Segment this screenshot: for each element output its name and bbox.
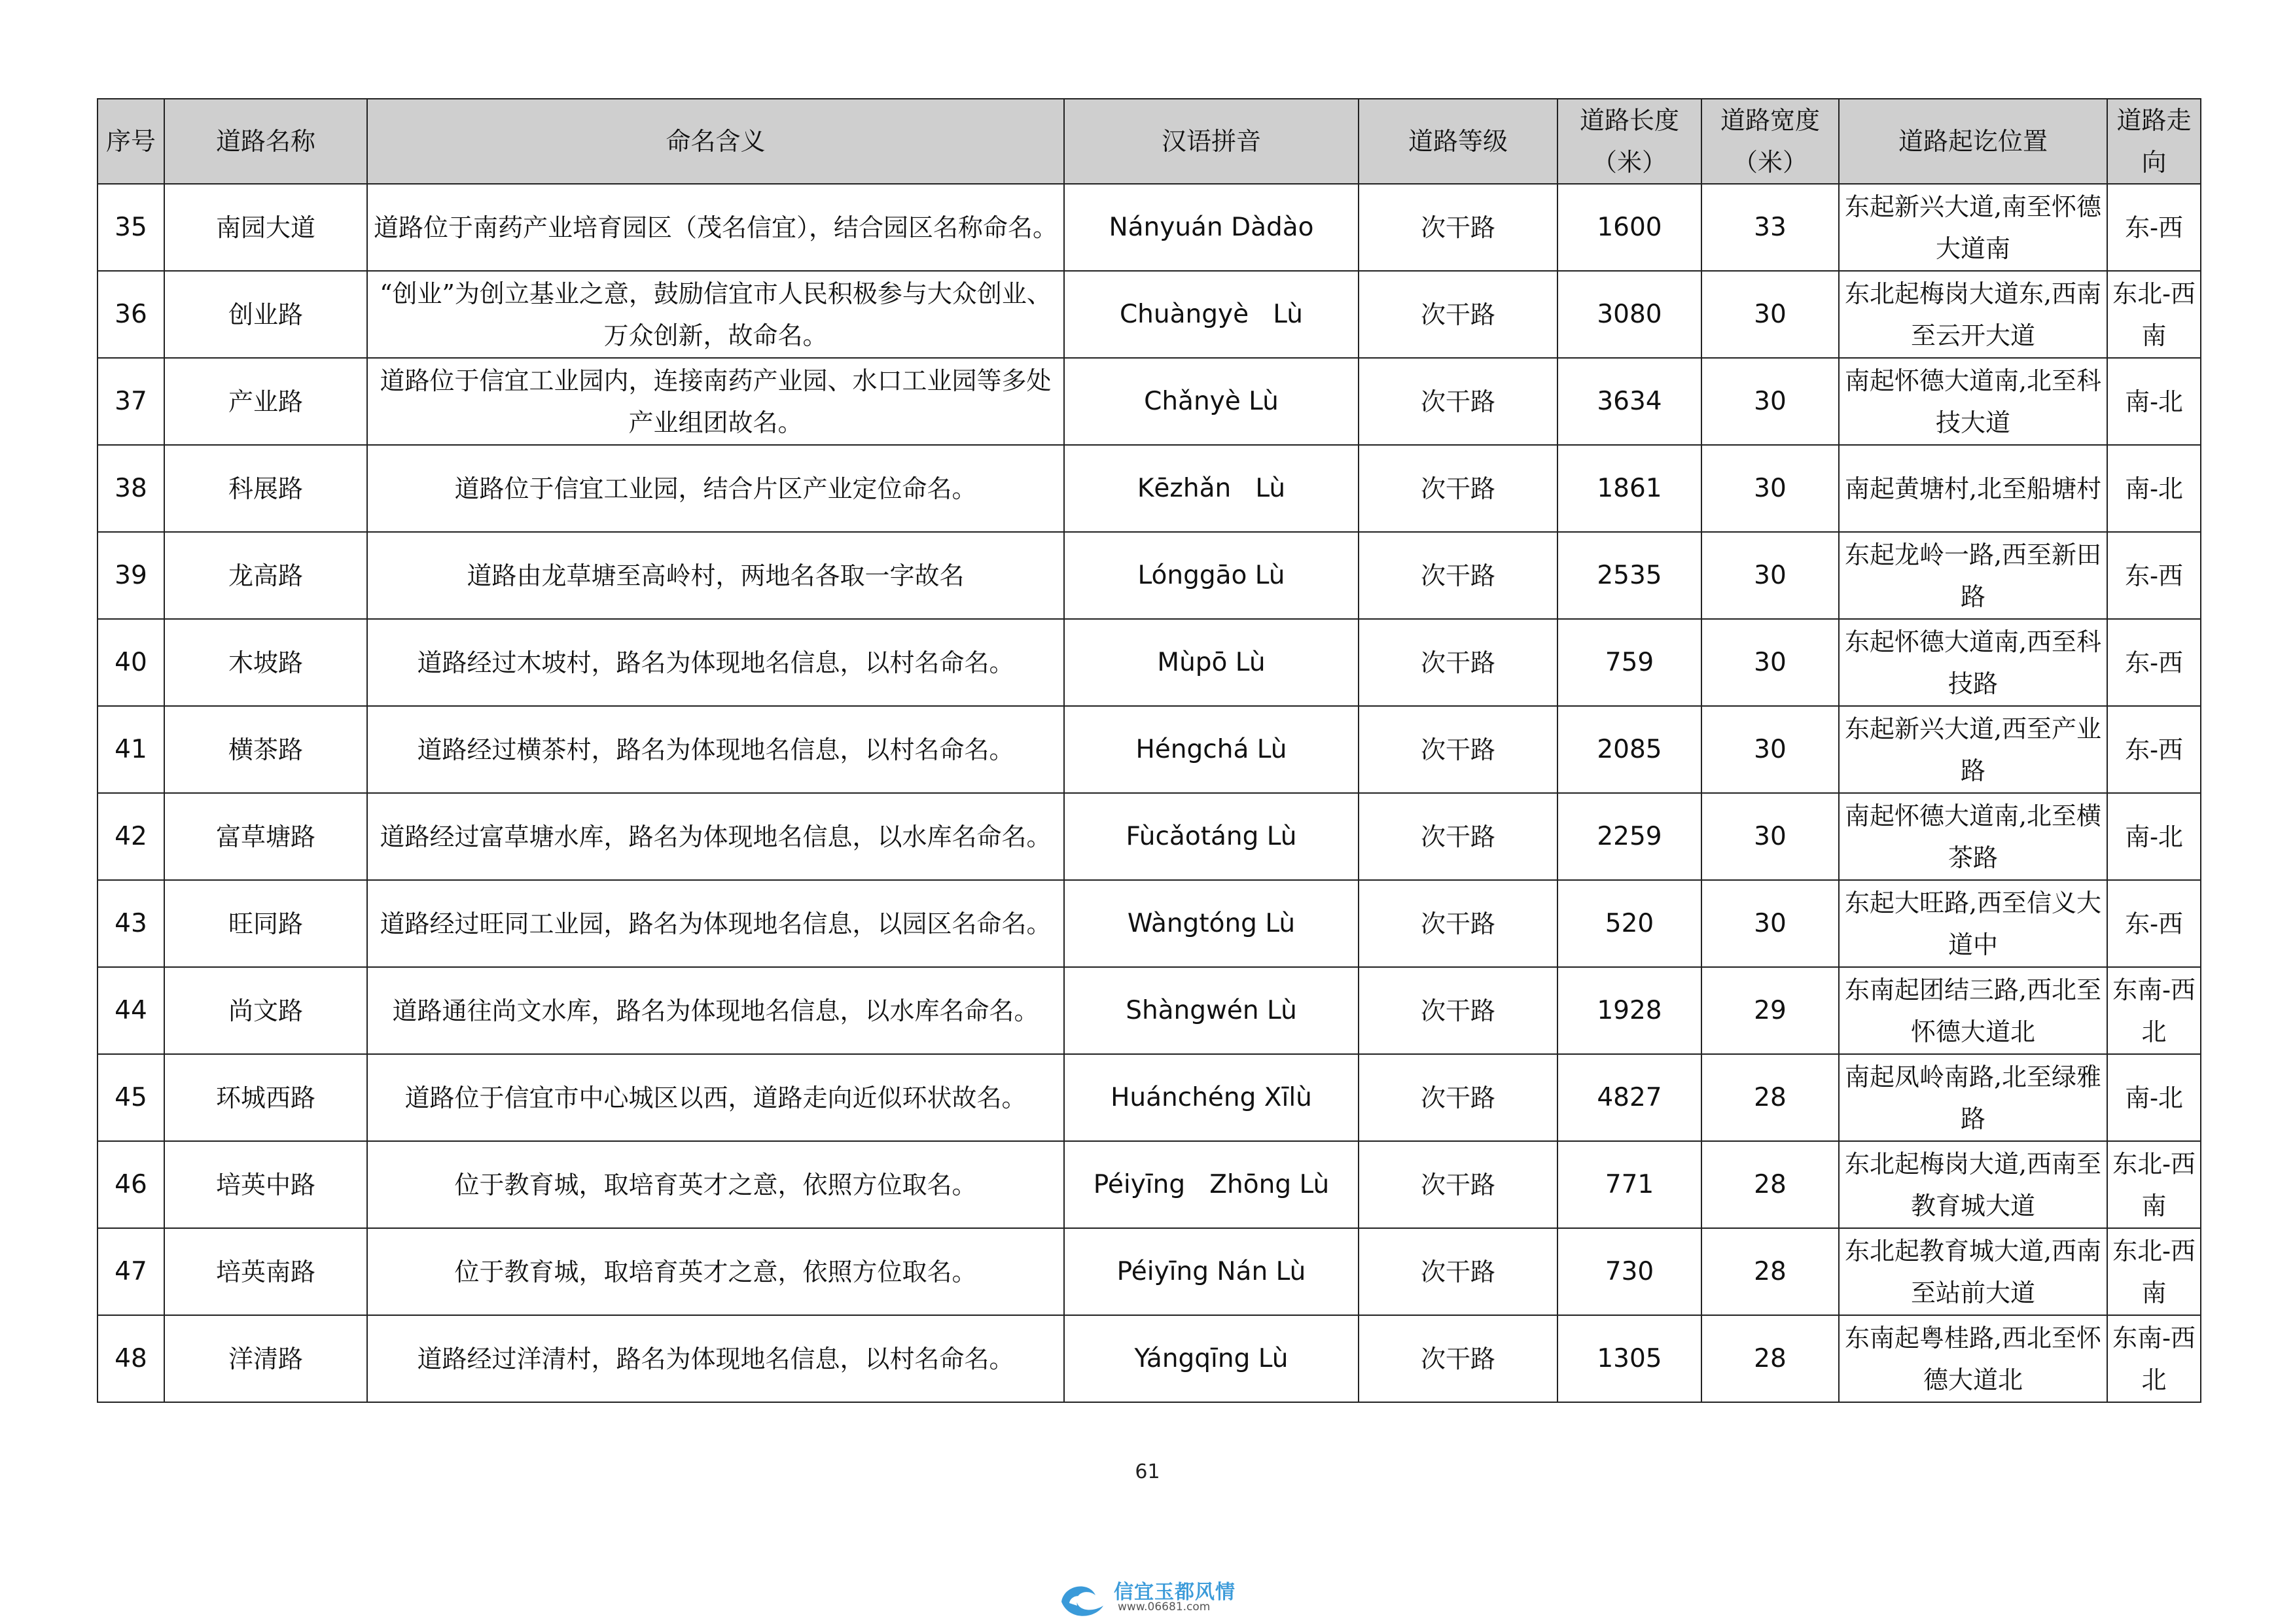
- cell-seq: 47: [98, 1228, 164, 1315]
- header-meaning: 命名含义: [367, 99, 1064, 184]
- cell-seq: 44: [98, 967, 164, 1054]
- header-length: 道路长度（米）: [1557, 99, 1701, 184]
- cell-direction: 东-西: [2107, 880, 2201, 967]
- cell-road-name: 创业路: [164, 271, 367, 358]
- table-row: [98, 706, 2201, 793]
- watermark-logo: [1055, 1576, 1251, 1623]
- cell-length: 4827: [1557, 1054, 1701, 1141]
- cell-length: 771: [1557, 1141, 1701, 1228]
- cell-location: 东南起团结三路,西北至怀德大道北: [1839, 967, 2107, 1054]
- cell-location: 东北起教育城大道,西南至站前大道: [1839, 1228, 2107, 1315]
- cell-grade: 次干路: [1359, 1228, 1557, 1315]
- header-pinyin: 汉语拼音: [1064, 99, 1359, 184]
- cell-grade: 次干路: [1359, 967, 1557, 1054]
- cell-direction: 南-北: [2107, 358, 2201, 445]
- cell-seq: 35: [98, 184, 164, 271]
- table-row: [98, 184, 2201, 271]
- cell-grade: 次干路: [1359, 358, 1557, 445]
- cell-direction: 南-北: [2107, 793, 2201, 880]
- cell-width: 30: [1701, 880, 1839, 967]
- cell-road-name: 横茶路: [164, 706, 367, 793]
- cell-seq: 48: [98, 1315, 164, 1402]
- cell-location: 南起怀德大道南,北至横茶路: [1839, 793, 2107, 880]
- cell-grade: 次干路: [1359, 1054, 1557, 1141]
- road-table-container: [97, 98, 2201, 1403]
- header-grade: 道路等级: [1359, 99, 1557, 184]
- cell-meaning: 道路位于信宜工业园内，连接南药产业园、水口工业园等多处产业组团故名。: [367, 358, 1064, 445]
- cell-pinyin: Kēzhǎn Lù: [1064, 445, 1359, 532]
- cell-grade: 次干路: [1359, 1141, 1557, 1228]
- cell-location: 东起怀德大道南,西至科技路: [1839, 619, 2107, 706]
- cell-direction: 东-西: [2107, 706, 2201, 793]
- cell-pinyin: Chuàngyè Lù: [1064, 271, 1359, 358]
- cell-width: 30: [1701, 358, 1839, 445]
- cell-width: 28: [1701, 1054, 1839, 1141]
- cell-seq: 41: [98, 706, 164, 793]
- cell-meaning: 道路经过旺同工业园，路名为体现地名信息，以园区名命名。: [367, 880, 1064, 967]
- cell-road-name: 木坡路: [164, 619, 367, 706]
- cell-meaning: “创业”为创立基业之意，鼓励信宜市人民积极参与大众创业、万众创新，故命名。: [367, 271, 1064, 358]
- cell-meaning: 道路位于南药产业培育园区（茂名信宜），结合园区名称命名。: [367, 184, 1064, 271]
- cell-location: 东南起粤桂路,西北至怀德大道北: [1839, 1315, 2107, 1402]
- header-width: 道路宽度（米）: [1701, 99, 1839, 184]
- cell-grade: 次干路: [1359, 793, 1557, 880]
- cell-meaning: 道路经过洋清村，路名为体现地名信息，以村名命名。: [367, 1315, 1064, 1402]
- cell-seq: 42: [98, 793, 164, 880]
- cell-road-name: 洋清路: [164, 1315, 367, 1402]
- cell-direction: 东-西: [2107, 619, 2201, 706]
- cell-road-name: 环城西路: [164, 1054, 367, 1141]
- cell-seq: 43: [98, 880, 164, 967]
- cell-meaning: 道路通往尚文水库，路名为体现地名信息，以水库名命名。: [367, 967, 1064, 1054]
- cell-direction: 南-北: [2107, 1054, 2201, 1141]
- cell-meaning: 道路位于信宜工业园，结合片区产业定位命名。: [367, 445, 1064, 532]
- cell-grade: 次干路: [1359, 271, 1557, 358]
- cell-meaning: 道路由龙草塘至高岭村，两地名各取一字故名: [367, 532, 1064, 619]
- road-name-table: [97, 98, 2201, 1403]
- cell-location: 南起凤岭南路,北至绿雅路: [1839, 1054, 2107, 1141]
- cell-width: 28: [1701, 1315, 1839, 1402]
- table-row: [98, 1141, 2201, 1228]
- cell-pinyin: Péiyīng Nán Lù: [1064, 1228, 1359, 1315]
- table-row: [98, 271, 2201, 358]
- cell-location: 东北起梅岗大道东,西南至云开大道: [1839, 271, 2107, 358]
- cell-road-name: 科展路: [164, 445, 367, 532]
- cell-direction: 东南-西北: [2107, 967, 2201, 1054]
- cell-width: 30: [1701, 532, 1839, 619]
- cell-length: 3634: [1557, 358, 1701, 445]
- cell-length: 2259: [1557, 793, 1701, 880]
- page-number: 61: [1135, 1460, 1160, 1483]
- cell-width: 28: [1701, 1141, 1839, 1228]
- cell-seq: 45: [98, 1054, 164, 1141]
- cell-road-name: 富草塘路: [164, 793, 367, 880]
- table-header-row: [98, 99, 2201, 184]
- watermark-text: 信宜玉都风情: [1114, 1581, 1236, 1604]
- cell-width: 30: [1701, 445, 1839, 532]
- cell-road-name: 南园大道: [164, 184, 367, 271]
- cell-width: 30: [1701, 271, 1839, 358]
- cell-pinyin: Huánchéng Xīlù: [1064, 1054, 1359, 1141]
- cell-seq: 38: [98, 445, 164, 532]
- cell-length: 520: [1557, 880, 1701, 967]
- cell-grade: 次干路: [1359, 1315, 1557, 1402]
- cell-location: 东起新兴大道,西至产业路: [1839, 706, 2107, 793]
- cell-pinyin: Wàngtóng Lù: [1064, 880, 1359, 967]
- cell-location: 东起新兴大道,南至怀德大道南: [1839, 184, 2107, 271]
- cell-length: 1305: [1557, 1315, 1701, 1402]
- cell-width: 30: [1701, 706, 1839, 793]
- cell-meaning: 道路经过横茶村，路名为体现地名信息，以村名命名。: [367, 706, 1064, 793]
- cell-road-name: 龙高路: [164, 532, 367, 619]
- cell-length: 1600: [1557, 184, 1701, 271]
- cell-direction: 东南-西北: [2107, 1315, 2201, 1402]
- cell-width: 29: [1701, 967, 1839, 1054]
- cell-grade: 次干路: [1359, 619, 1557, 706]
- cell-length: 2085: [1557, 706, 1701, 793]
- cell-meaning: 位于教育城，取培育英才之意，依照方位取名。: [367, 1141, 1064, 1228]
- cell-grade: 次干路: [1359, 880, 1557, 967]
- cell-length: 759: [1557, 619, 1701, 706]
- cell-meaning: 位于教育城，取培育英才之意，依照方位取名。: [367, 1228, 1064, 1315]
- cell-road-name: 培英中路: [164, 1141, 367, 1228]
- cell-pinyin: Chǎnyè Lù: [1064, 358, 1359, 445]
- cell-width: 30: [1701, 619, 1839, 706]
- cell-pinyin: Lónggāo Lù: [1064, 532, 1359, 619]
- cell-road-name: 旺同路: [164, 880, 367, 967]
- table-row: [98, 793, 2201, 880]
- cell-direction: 东-西: [2107, 184, 2201, 271]
- cell-meaning: 道路经过木坡村，路名为体现地名信息，以村名命名。: [367, 619, 1064, 706]
- cell-direction: 东北-西南: [2107, 271, 2201, 358]
- cell-direction: 南-北: [2107, 445, 2201, 532]
- table-row: [98, 967, 2201, 1054]
- cell-seq: 40: [98, 619, 164, 706]
- cell-location: 东北起梅岗大道,西南至教育城大道: [1839, 1141, 2107, 1228]
- cell-meaning: 道路经过富草塘水库，路名为体现地名信息，以水库名命名。: [367, 793, 1064, 880]
- cell-width: 28: [1701, 1228, 1839, 1315]
- cell-direction: 东北-西南: [2107, 1141, 2201, 1228]
- cell-location: 东起大旺路,西至信义大道中: [1839, 880, 2107, 967]
- cell-direction: 东-西: [2107, 532, 2201, 619]
- table-body: [98, 184, 2201, 1402]
- header-road-name: 道路名称: [164, 99, 367, 184]
- header-direction: 道路走向: [2107, 99, 2201, 184]
- header-seq: 序号: [98, 99, 164, 184]
- table-row: [98, 532, 2201, 619]
- cell-length: 3080: [1557, 271, 1701, 358]
- cell-seq: 37: [98, 358, 164, 445]
- watermark-url: www.06681.com: [1118, 1600, 1211, 1614]
- header-location: 道路起讫位置: [1839, 99, 2107, 184]
- cell-seq: 39: [98, 532, 164, 619]
- cell-seq: 36: [98, 271, 164, 358]
- cell-length: 1861: [1557, 445, 1701, 532]
- cell-pinyin: Mùpō Lù: [1064, 619, 1359, 706]
- cell-pinyin: Fùcǎotáng Lù: [1064, 793, 1359, 880]
- cell-width: 33: [1701, 184, 1839, 271]
- cell-width: 30: [1701, 793, 1839, 880]
- cell-meaning: 道路位于信宜市中心城区以西，道路走向近似环状故名。: [367, 1054, 1064, 1141]
- cell-location: 东起龙岭一路,西至新田路: [1839, 532, 2107, 619]
- cell-length: 2535: [1557, 532, 1701, 619]
- table-row: [98, 880, 2201, 967]
- cell-pinyin: Yángqīng Lù: [1064, 1315, 1359, 1402]
- cell-road-name: 尚文路: [164, 967, 367, 1054]
- cell-pinyin: Héngchá Lù: [1064, 706, 1359, 793]
- table-row: [98, 445, 2201, 532]
- cell-grade: 次干路: [1359, 706, 1557, 793]
- cell-grade: 次干路: [1359, 184, 1557, 271]
- table-row: [98, 1054, 2201, 1141]
- cell-direction: 东北-西南: [2107, 1228, 2201, 1315]
- cell-length: 730: [1557, 1228, 1701, 1315]
- cell-location: 南起怀德大道南,北至科技大道: [1839, 358, 2107, 445]
- cell-pinyin: Nányuán Dàdào: [1064, 184, 1359, 271]
- table-row: [98, 619, 2201, 706]
- cell-seq: 46: [98, 1141, 164, 1228]
- cell-location: 南起黄塘村,北至船塘村: [1839, 445, 2107, 532]
- table-row: [98, 1228, 2201, 1315]
- cell-length: 1928: [1557, 967, 1701, 1054]
- cell-pinyin: Péiyīng Zhōng Lù: [1064, 1141, 1359, 1228]
- cell-grade: 次干路: [1359, 532, 1557, 619]
- cell-pinyin: Shàngwén Lù: [1064, 967, 1359, 1054]
- table-row: [98, 1315, 2201, 1402]
- cell-road-name: 培英南路: [164, 1228, 367, 1315]
- wave-logo-icon: [1055, 1576, 1115, 1621]
- cell-grade: 次干路: [1359, 445, 1557, 532]
- table-row: [98, 358, 2201, 445]
- cell-road-name: 产业路: [164, 358, 367, 445]
